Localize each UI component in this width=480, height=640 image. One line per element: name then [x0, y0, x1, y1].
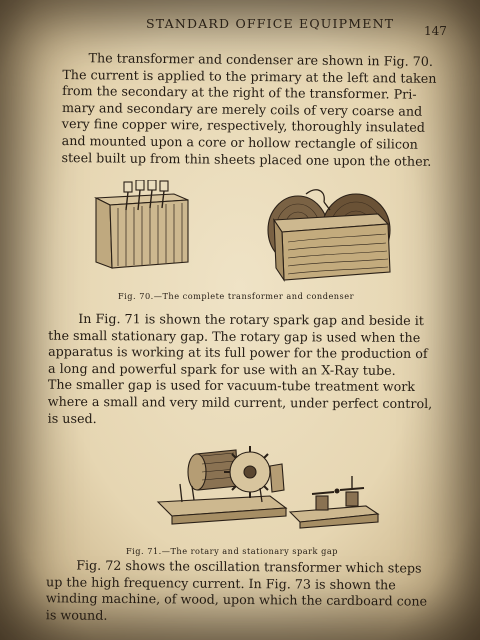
- text-line: apparatus is working at its full power for the production of: [48, 343, 428, 362]
- figure-71-caption: Fig. 71.—The rotary and stationary spark gap: [126, 546, 338, 556]
- text-line: steel built up from thin sheets placed one upon the other.: [61, 149, 432, 169]
- text-line: up the high frequency current. In Fig. 73 is shown the: [46, 573, 396, 592]
- text-line: Fig. 72 shows the oscillation transformer which steps: [76, 557, 422, 576]
- page-number: 147: [424, 24, 447, 38]
- text-line: winding machine, of wood, upon which the cardboard cone: [45, 590, 428, 609]
- text-line: a long and powerful spark for use with an X-Ray tube.: [47, 360, 396, 378]
- paragraph-spark-gap: [48, 311, 457, 430]
- text-line: The current is applied to the primary at the left and taken: [62, 66, 437, 86]
- figure-71-illustration: [140, 436, 380, 530]
- condenser-illustration: [96, 180, 188, 268]
- figure-70-illustration: [88, 180, 428, 282]
- text-line: from the secondary at the right of the transformer. Pri-: [62, 83, 417, 102]
- figure-70-caption: Fig. 70.—The complete transformer and condenser: [118, 291, 355, 301]
- transformer-illustration: [268, 190, 390, 280]
- running-title: STANDARD OFFICE EQUIPMENT: [146, 16, 395, 31]
- text-line: is used.: [47, 410, 97, 426]
- text-line: mary and secondary are merely coils of very coarse and: [61, 99, 423, 119]
- text-line: where a small and very mild current, under perfect control,: [47, 393, 433, 412]
- rotary-spark-gap-illustration: [158, 446, 286, 524]
- text-line: is wound.: [45, 607, 108, 623]
- text-line: and mounted upon a core or hollow rectangle of silicon: [61, 132, 418, 152]
- stationary-spark-gap-illustration: [290, 476, 378, 528]
- paragraph-transformer: [61, 50, 448, 170]
- page-header: [0, 14, 480, 38]
- paragraph-oscillation-transformer: [46, 557, 439, 627]
- text-line: In Fig. 71 is shown the rotary spark gap and beside it: [78, 310, 424, 329]
- text-line: very fine copper wire, respectively, thoroughly insulated: [61, 116, 426, 136]
- text-line: the small stationary gap. The rotary gap is used when the: [48, 327, 421, 345]
- text-line: The smaller gap is used for vacuum-tube treatment work: [47, 377, 416, 395]
- text-line: The transformer and condenser are shown in Fig. 70.: [88, 50, 433, 69]
